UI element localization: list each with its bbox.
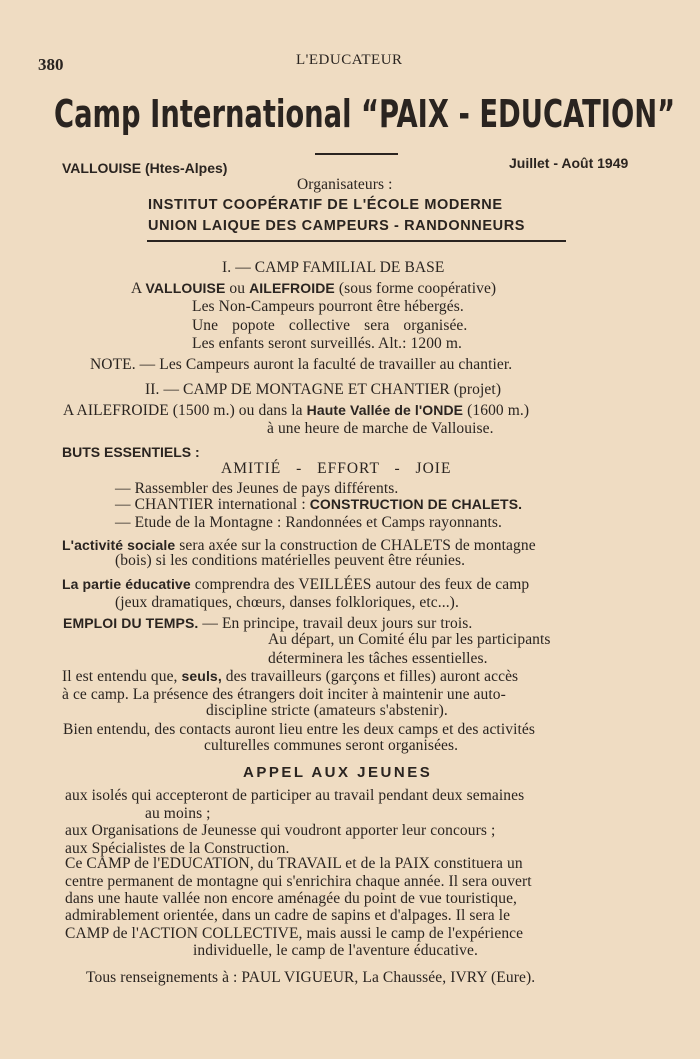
page-title: Camp International “PAIX - EDUCATION”	[54, 92, 676, 136]
place: VALLOUISE (Htes-Alpes)	[62, 160, 228, 176]
section1-heading: I. — CAMP FAMILIAL DE BASE	[222, 259, 445, 276]
buts-item: — Rassembler des Jeunes de pays différents.	[115, 480, 399, 497]
educative-line-1: La partie éducative comprendra des VEILLÉES autour des feux de camp	[62, 576, 530, 593]
organisers-label: Organisateurs :	[297, 176, 393, 193]
appel-line: admirablement orientée, dans un cadre de sapins et d'alpages. Il sera le	[65, 907, 511, 924]
section2-line-a: A AILEFROIDE (1500 m.) ou dans la Haute Vallée de l'ONDE (1600 m.)	[63, 402, 530, 419]
appel-line: aux isolés qui accepteront de participer au travail pendant deux semaines	[65, 787, 525, 804]
entendu-line-1: Il est entendu que, seuls, des travailleurs (garçons et filles) auront accès	[62, 668, 519, 685]
section1-note: NOTE. — Les Campeurs auront la faculté de travailler au chantier.	[90, 356, 513, 373]
entendu-line-3: discipline stricte (amateurs s'abstenir).	[206, 702, 448, 719]
title-rule	[315, 153, 398, 155]
appel-line: au moins ;	[145, 805, 211, 822]
journal-header: L'EDUCATEUR	[296, 52, 403, 68]
appel-line: aux Spécialistes de la Construction.	[65, 840, 290, 857]
appel-line: Ce CAMP de l'EDUCATION, du TRAVAIL et de la PAIX constituera un	[65, 855, 523, 872]
emploi-line-2: Au départ, un Comité élu par les participants	[268, 631, 551, 648]
entendu-line-4: Bien entendu, des contacts auront lieu entre les deux camps et des activités	[63, 721, 536, 738]
organisers-rule	[147, 240, 566, 242]
organiser-ulcr: UNION LAIQUE DES CAMPEURS - RANDONNEURS	[148, 218, 526, 234]
buts-motto: AMITIÉ - EFFORT - JOIE	[221, 460, 452, 477]
buts-item: — CHANTIER international : CONSTRUCTION DE CHALETS.	[115, 496, 523, 513]
page-number: 380	[38, 55, 64, 74]
section2-line-b: à une heure de marche de Vallouise.	[267, 420, 494, 437]
buts-item: — Etude de la Montagne : Randonnées et Camps rayonnants.	[115, 514, 502, 531]
section1-line: Les enfants seront surveillés. Alt.: 1200 m.	[192, 335, 463, 352]
contact-line: Tous renseignements à : PAUL VIGUEUR, La Chaussée, IVRY (Eure).	[86, 969, 536, 986]
section1-line: Les Non-Campeurs pourront être hébergés.	[192, 298, 464, 315]
appel-line: CAMP de l'ACTION COLLECTIVE, mais aussi le camp de l'expérience	[65, 925, 524, 942]
entendu-line-2: à ce camp. La présence des étrangers doit inciter à maintenir une auto-	[62, 686, 506, 703]
sociale-line-1: L'activité sociale sera axée sur la construction de CHALETS de montagne	[62, 537, 536, 554]
organiser-icem: INSTITUT COOPÉRATIF DE L'ÉCOLE MODERNE	[148, 197, 503, 213]
section2-heading: II. — CAMP DE MONTAGNE ET CHANTIER (projet)	[145, 381, 502, 398]
appel-heading: APPEL AUX JEUNES	[243, 764, 433, 781]
entendu-line-5: culturelles communes seront organisées.	[204, 737, 459, 754]
sociale-line-2: (bois) si les conditions matérielles peuvent être réunies.	[115, 552, 466, 569]
educative-line-2: (jeux dramatiques, chœurs, danses folkloriques, etc...).	[115, 594, 459, 611]
appel-line: aux Organisations de Jeunesse qui voudront apporter leur concours ;	[65, 822, 496, 839]
section1-line-a: A VALLOUISE ou AILEFROIDE (sous forme coopérative)	[131, 280, 497, 297]
date: Juillet - Août 1949	[509, 155, 629, 171]
emploi-line-3: déterminera les tâches essentielles.	[268, 650, 488, 667]
appel-line: individuelle, le camp de l'aventure éducative.	[193, 942, 478, 959]
section1-line: Une popote collective sera organisée.	[192, 317, 468, 334]
appel-line: dans une haute vallée non encore aménagée du point de vue touristique,	[65, 890, 518, 907]
buts-label: BUTS ESSENTIELS :	[62, 444, 200, 460]
emploi-line-1: EMPLOI DU TEMPS. — En principe, travail deux jours sur trois.	[63, 615, 473, 632]
appel-line: centre permanent de montagne qui s'enrichira chaque année. Il sera ouvert	[65, 873, 532, 890]
